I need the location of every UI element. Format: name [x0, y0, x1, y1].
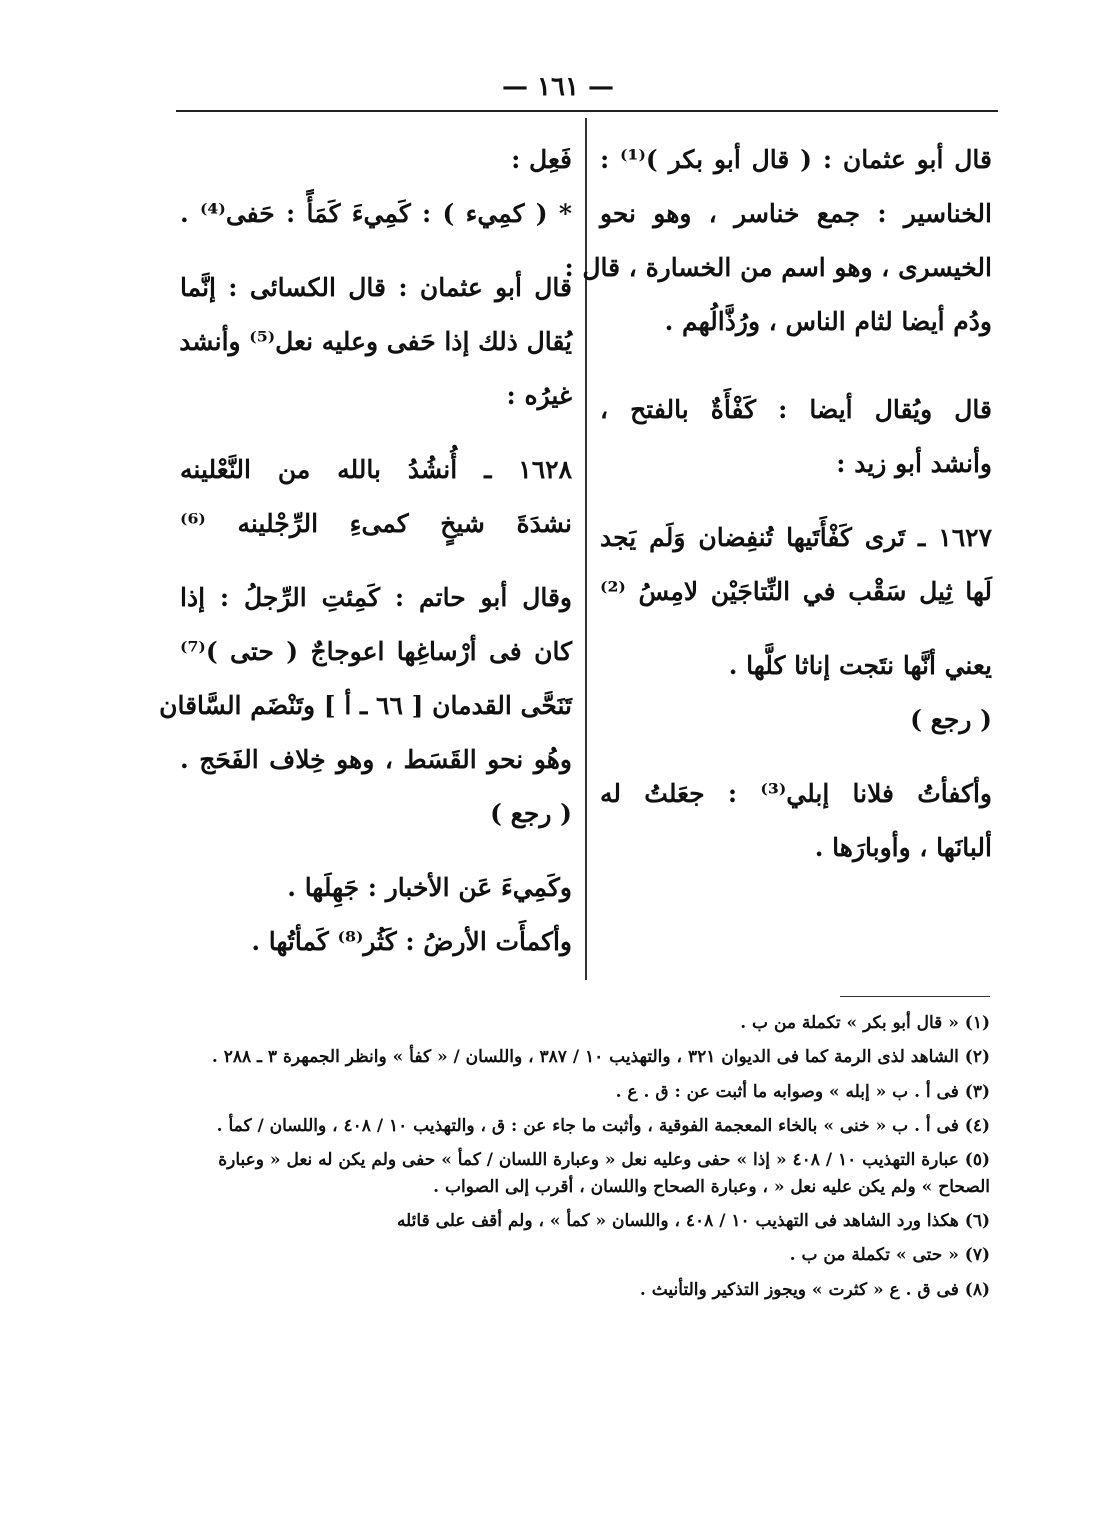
- footnote-7: (٧) « حتى » تكملة من ب .: [789, 1245, 990, 1266]
- left-line-3: يُقال ذلك إذا حَفى وعليه نعل⁽⁵⁾ وأنشد: [179, 327, 572, 356]
- footnote-5: (٥) عبارة التهذيب ١٠ / ٤٠٨ « إذا » حفى وعليه نعل « وعبارة اللسان / كمأ » حفى ولم يكن له نعل « وعبارة الصحاح » ولم يكن عليه نعل « ، وعبارة الصحاح واللسان ، أقرب إلى الصواب .: [218, 1150, 990, 1197]
- right-line-7: يعني أنَّها نتَجت إناثا كلَّها .: [728, 651, 992, 680]
- left-line-6: كان فى أرْساغِها اعوجاجٌ ( حتى )⁽⁷⁾: [180, 637, 572, 666]
- left-return-marker: ( رجع ): [490, 799, 572, 828]
- right-verse-1: ١٦٢٧ ـ تَرى كَفْأَتَيها تُنفِضان وَلَم يَجد: [600, 523, 992, 552]
- right-line-9: ألبانَها ، وأوبارَها .: [814, 833, 992, 862]
- right-line-8: وأكفأتُ فلانا إبلي⁽³⁾ : جعَلتُ له: [600, 779, 992, 808]
- right-line-4: ودُم أيضا لثام الناس ، ورُذَّالُهم .: [664, 307, 992, 336]
- right-return-marker: ( رجع ): [910, 705, 992, 734]
- left-line-8: وهُو نحو القَسَط ، وهو خِلاف الفَحَج .: [180, 745, 572, 774]
- right-column: [564, 140, 992, 882]
- footnote-rule: [840, 996, 990, 997]
- right-line-6: وأنشد أبو زيد :: [836, 449, 992, 478]
- footnote-2: (٢) الشاهد لذى الرمة كما فى الديوان ٣٢١ ، والتهذيب ١٠ / ٣٨٧ ، واللسان / « كفأ » وانظر الجمهرة ٣ ـ ٢٨٨ .: [211, 1047, 990, 1068]
- footnote-8: (٨) فى ق . ع « كثرت » ويجوز التذكير والتأنيث .: [639, 1279, 990, 1300]
- header-rule: [176, 110, 998, 112]
- left-line-9: وكَمِيءَ عَن الأخبار : جَهِلَها .: [287, 873, 572, 902]
- footnotes: [176, 1010, 990, 1311]
- footnote-3: (٣) فى أ . ب « إبله » وصوابه ما أثبت عن : ق . ع .: [615, 1081, 990, 1102]
- left-line-1: * ( كمِيء ) : كَمِيءَ كَمَأً : حَفى⁽⁴⁾ .: [180, 199, 572, 228]
- footnote-6: (٦) هكذا ورد الشاهد فى التهذيب ١٠ / ٤٠٨ ، واللسان « كمأ » ، ولم أقف على قائله: [396, 1211, 990, 1232]
- left-line-5: وقال أبو حاتم : كَمِئتِ الرِّجلُ : إذا: [180, 583, 572, 612]
- left-verse-1: ١٦٢٨ ـ أُنشُدُ بالله من النَّعْلينه: [180, 455, 572, 484]
- left-verse-2: نشدَةَ شيخٍ كمىءِ الرِّجْلينه ⁽⁶⁾: [180, 509, 572, 538]
- footnote-1: (١) « قال أبو بكر » تكملة من ب .: [740, 1013, 990, 1033]
- left-line-4: غيرُه :: [506, 381, 572, 410]
- footnote-4: (٤) فى أ . ب « خنى » بالخاء المعجمة الفوقية ، وأثبت ما جاء عن : ق ، والتهذيب ١٠ / ٤٠٨ ، واللسان / كمأ .: [216, 1116, 990, 1137]
- right-line-3: الخيسرى ، وهو اسم من الخسارة ، قال :: [564, 253, 992, 282]
- right-verse-2: لَها ثِيل سَقْب في النِّتاجَيْن لامِسُ ⁽²⁾: [600, 577, 992, 606]
- page-number: — ١٦١ —: [501, 72, 615, 102]
- left-line-2: قال أبو عثمان : قال الكسائى : إنَّما: [180, 273, 572, 302]
- left-column: [159, 140, 572, 976]
- right-line-5: قال ويُقال أيضا : كَفْأَةٌ بالفتح ،: [600, 395, 992, 424]
- left-heading: فَعِل :: [511, 145, 572, 174]
- left-line-10: وأكمأَت الأرضُ : كَثُر⁽⁸⁾ كَمأتُها .: [251, 927, 572, 956]
- right-line-1: قال أبو عثمان : ( قال أبو بكر )⁽¹⁾ :: [600, 145, 992, 174]
- left-line-7: تَنَحَّى القدمان [ ٦٦ ـ أ ] وتَنْضَم السَّاقان: [159, 691, 572, 720]
- right-line-2: الخناسير : جمع خناسر ، وهو نحو: [600, 199, 992, 228]
